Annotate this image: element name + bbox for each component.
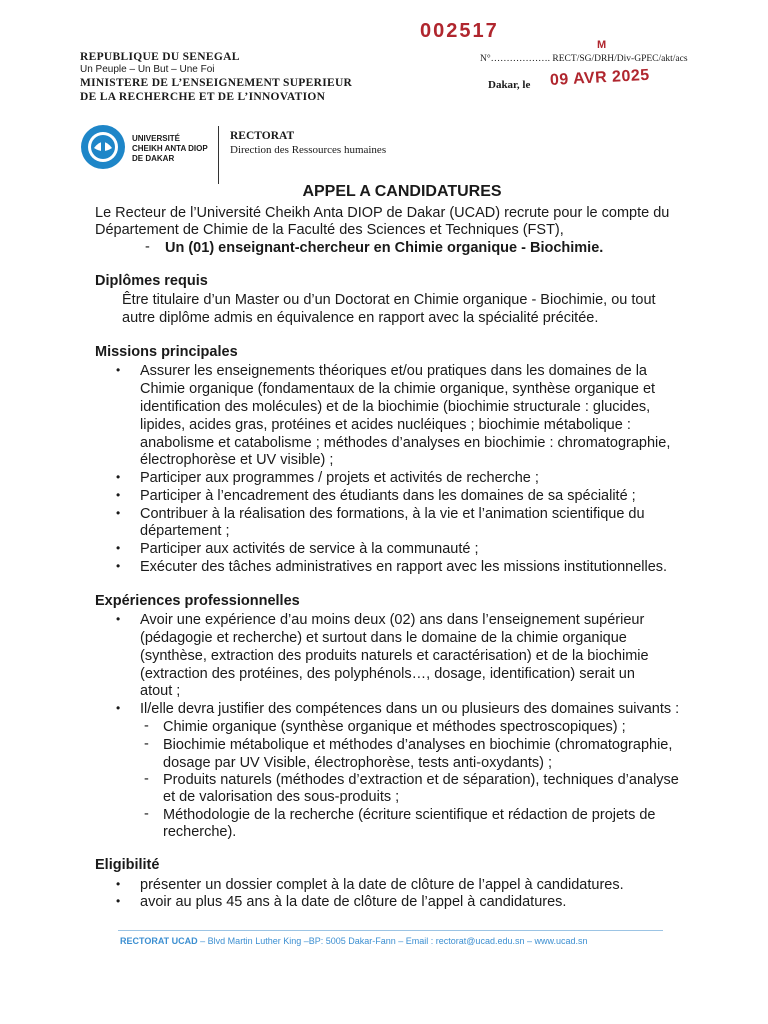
- reference-number: N°………………. RECT/SG/DRH/Div-GPEC/akt/acs: [480, 54, 688, 64]
- experience-1-line-5: atout ;: [140, 683, 181, 699]
- sub-item-dash: -: [144, 736, 149, 752]
- mission-1-line-2: Chimie organique (fondamentaux de la chimie organique, synthèse organique et: [140, 381, 656, 397]
- diplomas-heading: Diplômes requis: [95, 273, 208, 289]
- sub-item-dash: -: [144, 806, 149, 822]
- mission-2: Participer aux programmes / projets et activités de recherche ;: [140, 470, 539, 486]
- experience-2: Il/elle devra justifier des compétences dans un ou plusieurs des domaines suivants :: [140, 701, 680, 717]
- bullet-icon: •: [116, 559, 121, 573]
- experience-1-line-1: Avoir une expérience d’au moins deux (02) ans dans l’enseignement supérieur: [140, 612, 645, 628]
- bullet-icon: •: [116, 541, 121, 555]
- registration-stamp-number: 002517: [420, 20, 499, 42]
- footer-org: RECTORAT UCAD: [120, 936, 198, 946]
- eligibility-heading: Eligibilité: [95, 857, 160, 873]
- mission-6: Exécuter des tâches administratives en rapport avec les missions institutionnelles.: [140, 559, 668, 575]
- sub-item-dash: -: [144, 718, 149, 734]
- footer-address: [120, 936, 588, 946]
- ucad-logo: [80, 124, 126, 170]
- competence-3-line-2: et de valorisation des sous-produits ;: [163, 789, 400, 805]
- mission-1-line-1: Assurer les enseignements théoriques et/ou pratiques dans les domaines de la: [140, 363, 647, 379]
- missions-heading: Missions principales: [95, 344, 238, 360]
- competence-2-line-2: dosage par UV Visible, électrophorèse, tests anti-oxydants) ;: [163, 755, 553, 771]
- bullet-icon: •: [116, 363, 121, 377]
- university-name-line-3: DE DAKAR: [132, 154, 175, 163]
- competence-4-line-2: recherche).: [163, 824, 237, 840]
- country-name: REPUBLIQUE DU SENEGAL: [80, 51, 240, 63]
- intro-line-2: Département de Chimie de la Faculté des Sciences et Techniques (FST),: [95, 222, 564, 238]
- rectorat-label: RECTORAT: [230, 130, 295, 142]
- mission-1-line-4: lipides, acides gras, protéines et acides nucléiques ; biochimie métabolique :: [140, 417, 631, 433]
- ministry-line-1: MINISTERE DE L’ENSEIGNEMENT SUPERIEUR: [80, 77, 353, 89]
- bullet-icon: •: [116, 894, 121, 908]
- university-name-line-1: UNIVERSITÉ: [132, 134, 181, 143]
- mission-1-line-3: identification des molécules) et de la biochimie (biochimie structurale : glucides,: [140, 399, 651, 415]
- header-divider: [218, 126, 219, 184]
- mission-4-line-1: Contribuer à la réalisation des formations, à la vie et l’animation scientifique du: [140, 506, 645, 522]
- position-dash: -: [145, 239, 150, 255]
- bullet-icon: •: [116, 701, 121, 715]
- department-label: Direction des Ressources humaines: [230, 144, 387, 156]
- mission-1-line-6: électrophorèse et UV visible) ;: [140, 452, 334, 468]
- competence-1: Chimie organique (synthèse organique et méthodes spectroscopiques) ;: [163, 719, 626, 735]
- competence-2-line-1: Biochimie métabolique et méthodes d’analyses en biochimie (chromatographie,: [163, 737, 673, 753]
- bullet-icon: •: [116, 470, 121, 484]
- date-stamp: 09 AVR 2025: [549, 66, 651, 89]
- diplomas-line-2: autre diplôme admis en équivalence en rapport avec la spécialité précitée.: [122, 310, 599, 326]
- bullet-icon: •: [116, 612, 121, 626]
- dakar-date-label: Dakar, le: [488, 79, 531, 91]
- reference-initials: M: [597, 39, 607, 51]
- experience-1-line-4: (extraction des protéines, des polyphénols…, dosage, identification) serait un: [140, 666, 635, 682]
- bullet-icon: •: [116, 488, 121, 502]
- mission-3: Participer à l’encadrement des étudiants dans les domaines de sa spécialité ;: [140, 488, 636, 504]
- mission-5: Participer aux activités de service à la communauté ;: [140, 541, 479, 557]
- national-motto: Un Peuple – Un But – Une Foi: [80, 64, 215, 75]
- bullet-icon: •: [116, 506, 121, 520]
- mission-4-line-2: département ;: [140, 523, 230, 539]
- ministry-line-2: DE LA RECHERCHE ET DE L’INNOVATION: [80, 91, 326, 103]
- eligibility-1: présenter un dossier complet à la date de clôture de l’appel à candidatures.: [140, 877, 624, 893]
- competence-4-line-1: Méthodologie de la recherche (écriture scientifique et rédaction de projets de: [163, 807, 656, 823]
- sub-item-dash: -: [144, 771, 149, 787]
- position-title: Un (01) enseignant-chercheur en Chimie organique - Biochimie.: [165, 240, 604, 256]
- footer-line: [118, 930, 663, 931]
- experience-1-line-2: (pédagogie et recherche) et surtout dans le domaine de la chimie organique: [140, 630, 627, 646]
- diplomas-line-1: Être titulaire d’un Master ou d’un Doctorat en Chimie organique - Biochimie, ou tout: [122, 292, 656, 308]
- intro-line-1: Le Recteur de l’Université Cheikh Anta DIOP de Dakar (UCAD) recrute pour le compte du: [95, 205, 670, 221]
- mission-1-line-5: anabolisme et catabolisme ; méthodes d’analyses en biochimie : chromatographie,: [140, 435, 671, 451]
- footer-contact: – Blvd Martin Luther King –BP: 5005 Dakar-Fann – Email : rectorat@ucad.edu.sn – www.ucad.sn: [197, 936, 588, 946]
- eligibility-2: avoir au plus 45 ans à la date de clôture de l’appel à candidatures.: [140, 894, 567, 910]
- document-title: APPEL A CANDIDATURES: [302, 183, 502, 200]
- university-name-line-2: CHEIKH ANTA DIOP: [132, 144, 208, 153]
- bullet-icon: •: [116, 877, 121, 891]
- experience-1-line-3: (synthèse, extraction des produits naturels et caractérisation) et de la biochimie: [140, 648, 649, 664]
- competence-3-line-1: Produits naturels (méthodes d’extraction et de séparation), techniques d’analyse: [163, 772, 679, 788]
- experience-heading: Expériences professionnelles: [95, 593, 300, 609]
